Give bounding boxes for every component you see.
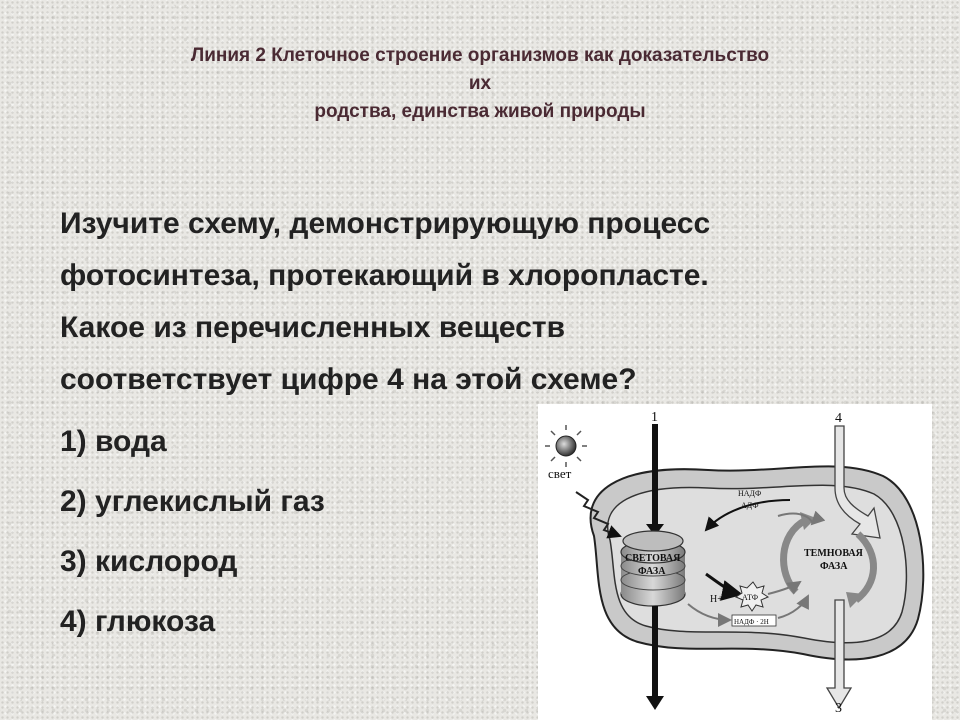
light-phase-label-1: СВЕТОВАЯ [625, 553, 681, 564]
number-1-label: 1 [651, 410, 658, 425]
nadf2h-label: НАДФ · 2Н [734, 618, 769, 626]
slide-header [40, 42, 920, 126]
question-line-3: Какое из перечисленных веществ [60, 311, 566, 344]
adf-label: АДФ [741, 501, 759, 510]
number-2-label: 2 [651, 693, 658, 708]
header-line-1: Линия 2 Клеточное строение организмов как доказательство [190, 45, 770, 66]
header-line-3: родства, единства живой природы [314, 101, 646, 122]
question-text [60, 198, 900, 406]
answer-option-3[interactable]: 3) кислород [60, 545, 238, 578]
dark-phase-label-2: ФАЗА [820, 561, 848, 572]
dark-phase-label-1: ТЕМНОВАЯ [804, 548, 863, 559]
hplus-label: Н+ [710, 594, 723, 605]
answer-option-2[interactable]: 2) углекислый газ [60, 485, 325, 518]
header-line-2: их [468, 73, 492, 94]
atf-label: АТФ [742, 593, 759, 602]
nadf-label: НАДФ [738, 489, 762, 498]
number-4-label: 4 [835, 411, 842, 426]
answer-option-4[interactable]: 4) глюкоза [60, 605, 216, 638]
number-3-label: 3 [835, 701, 842, 716]
question-line-4: соответствует цифре 4 на этой схеме? [60, 363, 637, 396]
light-phase-label-2: ФАЗА [638, 566, 666, 577]
answer-option-1[interactable]: 1) вода [60, 425, 167, 458]
photosynthesis-diagram [538, 404, 932, 720]
question-line-2: фотосинтеза, протекающий в хлоропласте. [60, 259, 709, 292]
sun-icon [556, 436, 576, 456]
light-label: свет [548, 466, 572, 481]
answer-list [60, 412, 530, 652]
question-line-1: Изучите схему, демонстрирующую процесс [60, 207, 711, 240]
